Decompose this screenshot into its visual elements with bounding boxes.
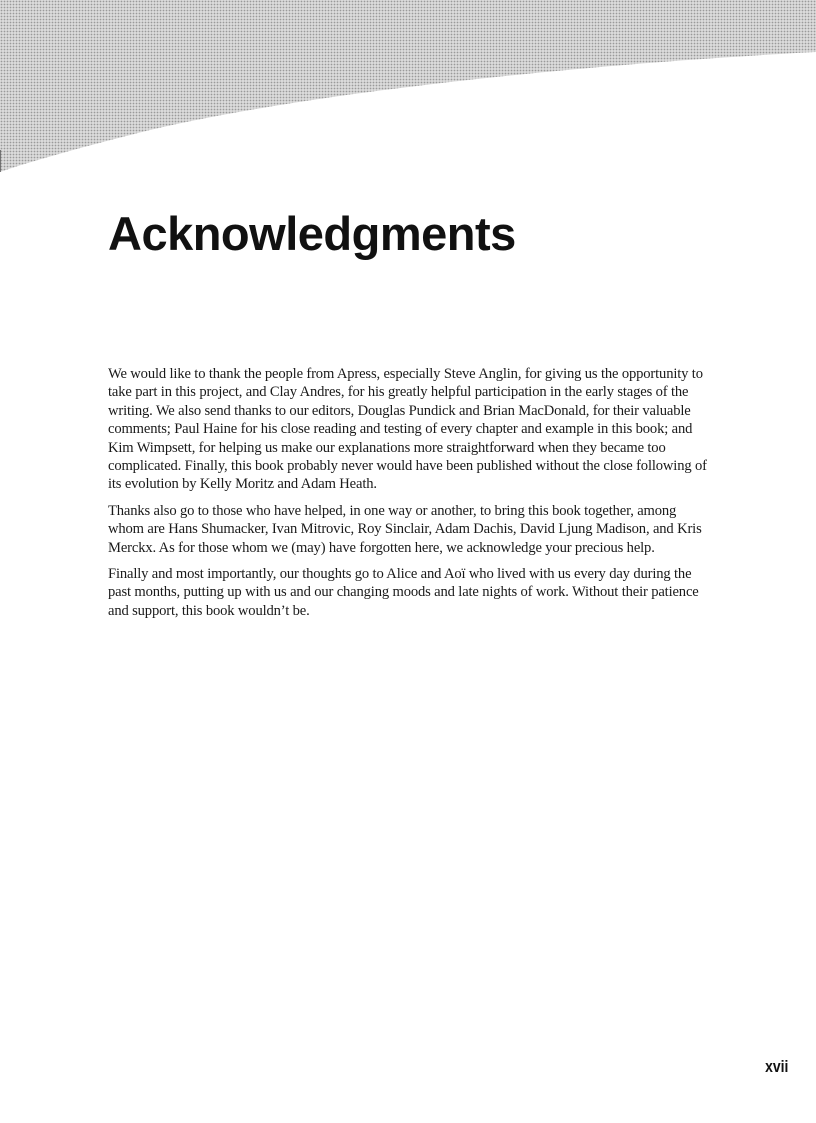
header-swoosh-decoration (0, 0, 816, 190)
paragraph: Finally and most importantly, our thoughts go to Alice and Aoï who lived with us every day during the past months, putting up with us and our changing moods and late nights of work. Without their patience and support, this book wouldn’t be. (108, 566, 699, 619)
page-title: Acknowledgments (108, 207, 516, 260)
page-number: xvii (764, 1057, 788, 1076)
paragraph: Thanks also go to those who have helped, in one way or another, to bring this book together, among whom are Hans Shumacker, Ivan Mitrovic, Roy Sinclair, Adam Dachis, David Ljung Madison, and Kris Merckx. As for those whom we (may) have forgotten here, we acknowledge your precious help. (108, 502, 702, 556)
paragraph: We would like to thank the people from Apress, especially Steve Anglin, for giving us the opportunity to take part in this project, and Clay Andres, for his greatly helpful participation in the early stages of the writing. We also send thanks to our editors, Douglas Pundick and Brian MacDonald, for their valuable comments; Paul Haine for his close reading and testing of every chapter and example in this book; and Kim Wimpsett, for helping us make our explanations more straightforward when they became too complicated. Finally, this book probably never would have been published without the close following of its evolution by Kelly Moritz and Adam Heath. (108, 366, 707, 493)
acknowledgments-body (108, 365, 708, 628)
